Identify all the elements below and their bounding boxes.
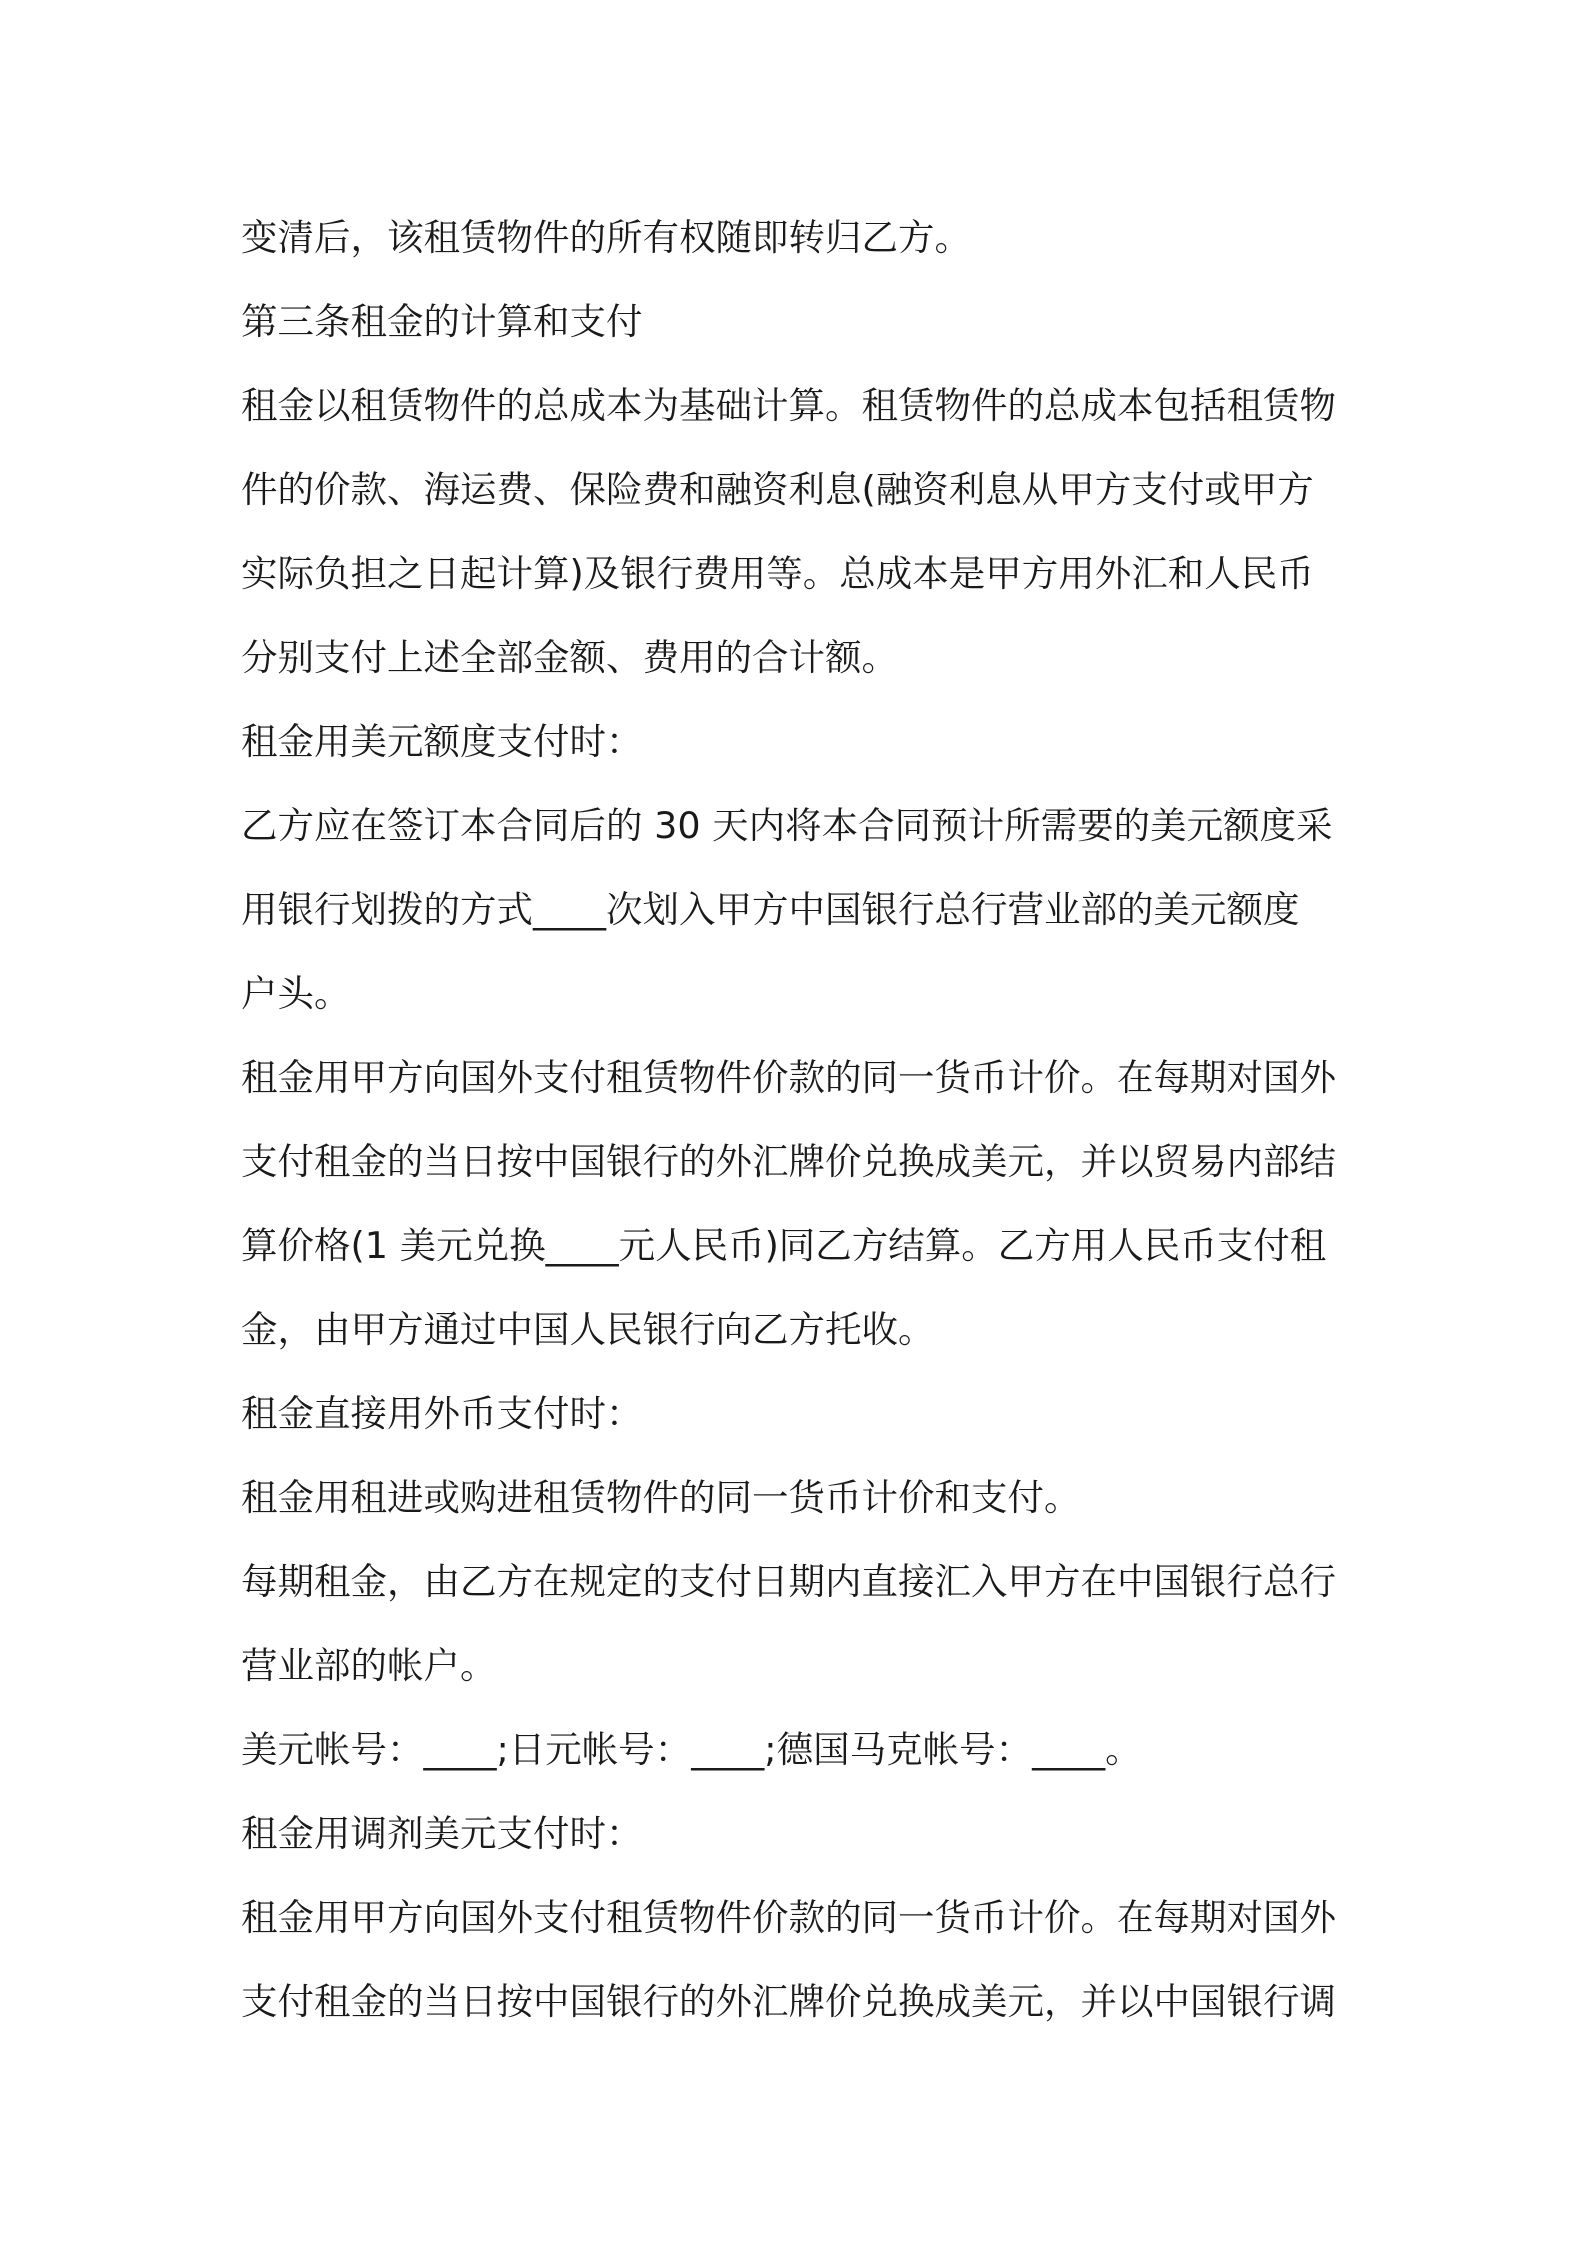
text-line: 营业部的帐户。 bbox=[241, 1644, 497, 1687]
text-line: 每期租金，由乙方在规定的支付日期内直接汇入甲方在中国银行总行 bbox=[241, 1560, 1336, 1603]
text-line: 租金用美元额度支付时： bbox=[241, 720, 643, 763]
text-line: 租金用租进或购进租赁物件的同一货币计价和支付。 bbox=[241, 1476, 1081, 1519]
text-line: 变清后，该租赁物件的所有权随即转归乙方。 bbox=[241, 216, 971, 259]
text-line: 租金以租赁物件的总成本为基础计算。租赁物件的总成本包括租赁物 bbox=[241, 384, 1336, 427]
text-line: 用银行划拨的方式____次划入甲方中国银行总行营业部的美元额度 bbox=[241, 888, 1300, 931]
text-line: 支付租金的当日按中国银行的外汇牌价兑换成美元，并以中国银行调 bbox=[241, 1980, 1336, 2023]
text-line: 乙方应在签订本合同后的 30 天内将本合同预计所需要的美元额度采 bbox=[241, 804, 1333, 847]
section-heading: 第三条租金的计算和支付 bbox=[241, 300, 643, 343]
text-line: 租金用调剂美元支付时： bbox=[241, 1812, 643, 1855]
text-line: 分别支付上述全部金额、费用的合计额。 bbox=[241, 636, 898, 679]
text-line: 美元帐号：____;日元帐号：____;德国马克帐号：____。 bbox=[241, 1728, 1142, 1771]
text-line: 租金用甲方向国外支付租赁物件价款的同一货币计价。在每期对国外 bbox=[241, 1056, 1336, 1099]
text-line: 租金用甲方向国外支付租赁物件价款的同一货币计价。在每期对国外 bbox=[241, 1896, 1336, 1939]
document-body bbox=[241, 196, 1353, 2044]
text-line: 件的价款、海运费、保险费和融资利息(融资利息从甲方支付或甲方 bbox=[241, 468, 1314, 511]
text-line: 算价格(1 美元兑换____元人民币)同乙方结算。乙方用人民币支付租 bbox=[241, 1224, 1327, 1267]
text-line: 金，由甲方通过中国人民银行向乙方托收。 bbox=[241, 1308, 935, 1351]
text-line: 支付租金的当日按中国银行的外汇牌价兑换成美元，并以贸易内部结 bbox=[241, 1140, 1336, 1183]
text-line: 租金直接用外币支付时： bbox=[241, 1392, 643, 1435]
text-line: 户头。 bbox=[241, 972, 351, 1015]
text-line: 实际负担之日起计算)及银行费用等。总成本是甲方用外汇和人民币 bbox=[241, 552, 1314, 595]
